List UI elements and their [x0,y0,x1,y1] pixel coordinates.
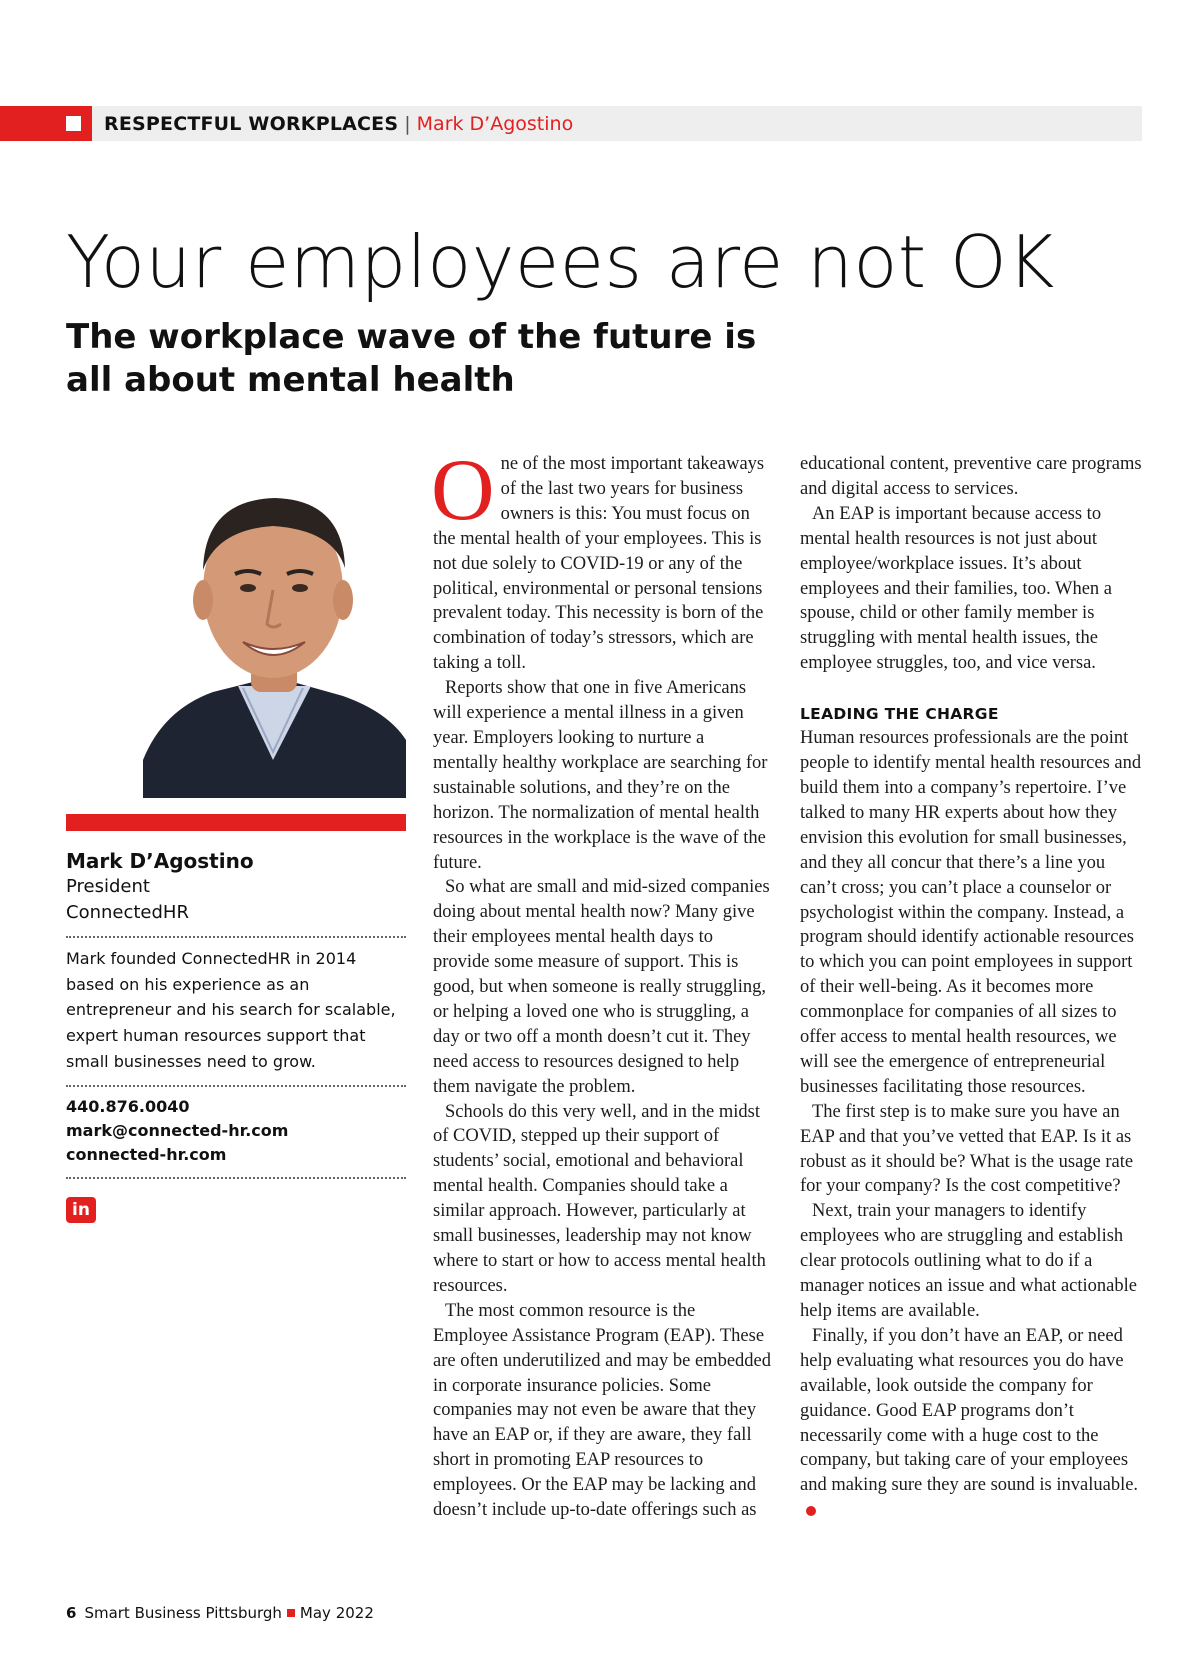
sidebar-role: President [66,876,150,897]
author-portrait-icon [143,460,406,798]
section-heading: LEADING THE CHARGE [800,705,999,724]
end-mark-icon [806,1506,816,1516]
sidebar-company: ConnectedHR [66,902,189,923]
article-paragraph: educational content, preventive care programs and digital access to services. [800,454,1142,499]
subheadline: The workplace wave of the future is all about mental health [66,317,757,400]
drop-cap: O [431,442,495,539]
sidebar-name: Mark D’Agostino [66,849,254,873]
phone-number: 440.876.0040 [66,1096,190,1116]
article-column-2 [800,452,1145,1523]
page-number: 6 [66,1604,77,1622]
section-author: Mark D’Agostino [416,112,574,135]
article-paragraph: An EAP is important because access to mental health resources is not just about employee/workplace issues. It’s about employees and their families, too. When a spouse, child or other family member is struggling with mental health issues, the employee struggles, too, and vice versa. [800,503,1113,674]
article-paragraph: Finally, if you don’t have an EAP, or need help evaluating what resources you do have available, look outside the company for guidance. Good EAP programs don’t necessarily come with a huge cost to the company, but taking care of your employees and making sure they are sound is invaluable. [800,1324,1145,1523]
article-paragraph: The most common resource is the Employee Assistance Program (EAP). These are often underutilized and may be embedded in corporate insurance policies. Some companies may not even be aware that they have an EAP or, if they are aware, they fall short in promoting EAP resources to employees. Or the EAP may be lacking and doesn’t include up-to-date offerings such as [433,1300,771,1521]
page-footer [66,1604,374,1622]
sidebar-red-rule [66,814,406,831]
footer-square-icon [287,1609,295,1617]
article-paragraph: The first step is to make sure you have an EAP and that you’ve vetted that EAP. Is it as robust as it should be? What is the usage rate for your company? Is the cost competitive? [800,1101,1134,1197]
author-sidebar [66,848,406,1223]
website-link[interactable]: connected-hr.com [66,1144,227,1164]
section-marker [0,106,92,141]
issue-date: May 2022 [299,1604,374,1622]
article-column-1 [431,442,773,1523]
sidebar-contact [66,1095,406,1167]
square-icon [66,116,81,131]
sidebar-bio: Mark founded ConnectedHR in 2014 based on his experience as an entrepreneur and his search for scalable, expert human resources support that small businesses need to grow. [66,949,396,1071]
article-paragraph: So what are small and mid-sized companies doing about mental health now? Many give their employees mental health days to provide some measure of support. This is good, but when someone is really struggling, or helping a loved one who is struggling, a day or two off a month doesn’t cut it. They need access to resources designed to help them navigate the problem. [433,877,770,1097]
article-paragraph: Human resources professionals are the point people to identify mental health resources and build them into a company’s repertoire. I’ve talked to many HR experts about how they envision this evolution for small businesses, and they all concur that there’s a line you can’t cross; you can’t place a counselor or psychologist within the company. Instead, a program should identify actionable resources to which you can point employees in support of their well-being. As it becomes more commonplace for companies of all sizes to offer access to mental health resources, we will see the emergence of entrepreneurial businesses facilitating those resources. [800,728,1142,1097]
article-paragraph: Reports show that one in five Americans will experience a mental illness in a given year. Employers looking to nurture a mentally healthy workplace are searching for sustainable solutions, and they’re on the horizon. The normalization of mental health resources in the workplace is the wave of the future. [433,678,768,873]
article-paragraph: Next, train your managers to identify employees who are struggling and establish clear protocols outlining what to do if a manager notices an issue and what actionable help items are available. [800,1201,1137,1321]
dotted-divider [66,1085,406,1087]
section-separator: | [404,112,411,135]
section-header-bar [0,106,1142,141]
email-link[interactable]: mark@connected-hr.com [66,1120,289,1140]
dotted-divider [66,1177,406,1179]
article-paragraph: Schools do this very well, and in the midst of COVID, stepped up their support of students’ social, emotional and behavioral mental health. Companies should take a similar approach. However, particularly at small businesses, leadership may not know where to start or how to access mental health resources. [433,1101,766,1296]
dotted-divider [66,936,406,938]
article-paragraph: One of the most important takeaways of the last two years for business owners is this: You must focus on the mental health of your employees. This is not due solely to COVID-19 or any of the political, environmental or personal tensions prevalent today. This necessity is born of the combination of today’s stressors, which are taking a toll. [431,442,765,674]
linkedin-icon[interactable]: in [66,1197,96,1223]
section-kicker: RESPECTFUL WORKPLACES [104,112,399,135]
publication-name: Smart Business Pittsburgh [84,1604,282,1622]
headline: Your employees are not OK [66,220,1055,304]
